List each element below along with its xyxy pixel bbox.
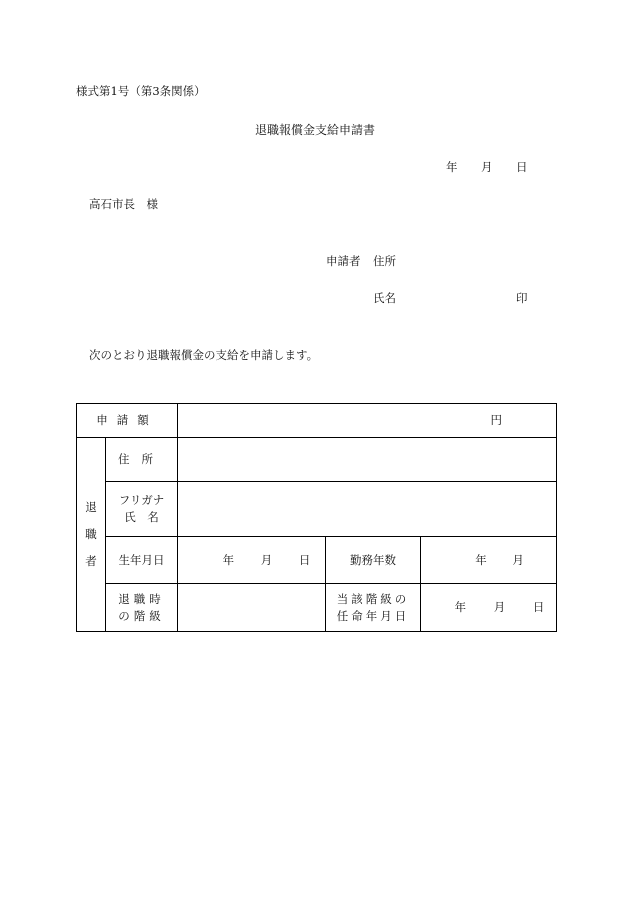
birthdate-year-unit: 年 (222, 552, 235, 567)
seal-mark: 印 (516, 291, 528, 305)
service-years-year-unit: 年 (475, 552, 487, 567)
furigana-label: フリガナ (118, 493, 165, 508)
service-years-month-unit: 月 (512, 552, 524, 567)
birthdate-month-unit: 月 (260, 552, 273, 567)
appointment-date-input[interactable] (421, 584, 557, 632)
amount-label-cell (77, 404, 178, 438)
service-years-label: 勤務年数 (350, 552, 396, 567)
retiree-label: 退職者 (85, 500, 97, 568)
retiree-label-cell (77, 438, 106, 632)
appointment-label-line2: 任命年月日 (336, 608, 410, 623)
amount-unit: 円 (490, 413, 503, 428)
service-years-input[interactable] (421, 537, 557, 584)
rank-label-line1: 退職時 (118, 591, 165, 606)
retiree-name-label: 氏 名 (124, 510, 159, 524)
application-statement: 次のとおり退職報償金の支給を申請します。 (89, 348, 319, 362)
retiree-name-input[interactable] (178, 482, 557, 537)
date-day-unit: 日 (516, 160, 528, 174)
birthdate-day-unit: 日 (298, 552, 311, 567)
applicant-address-label: 住所 (373, 254, 396, 268)
retiree-address-label-cell (106, 438, 178, 482)
date-month-unit: 月 (481, 160, 493, 174)
addressee: 高石市長 様 (89, 197, 158, 211)
appointment-label-line1: 当該階級の (336, 591, 410, 606)
application-form-table (76, 403, 557, 632)
birthdate-label-cell (106, 537, 178, 584)
service-years-label-cell (326, 537, 421, 584)
date-year-unit: 年 (446, 160, 458, 174)
birthdate-input[interactable] (178, 537, 326, 584)
rank-label-cell (106, 584, 178, 632)
amount-input-cell[interactable] (178, 404, 557, 438)
form-number: 様式第1号（第3条関係） (76, 84, 206, 98)
rank-label-line2: の階級 (118, 608, 165, 623)
rank-input[interactable] (178, 584, 326, 632)
document-title: 退職報償金支給申請書 (255, 123, 376, 137)
birthdate-label: 生年月日 (118, 552, 165, 567)
appointment-label-cell (326, 584, 421, 632)
appointment-month-unit: 月 (493, 600, 506, 615)
applicant-role-label: 申請者 (326, 254, 361, 268)
retiree-address-label: 住所 (118, 452, 165, 467)
retiree-name-label-cell (106, 482, 178, 537)
retiree-address-input[interactable] (178, 438, 557, 482)
applicant-name-label: 氏名 (373, 291, 396, 305)
amount-label: 申請額 (96, 413, 158, 428)
appointment-day-unit: 日 (532, 600, 545, 615)
appointment-year-unit: 年 (454, 600, 467, 615)
